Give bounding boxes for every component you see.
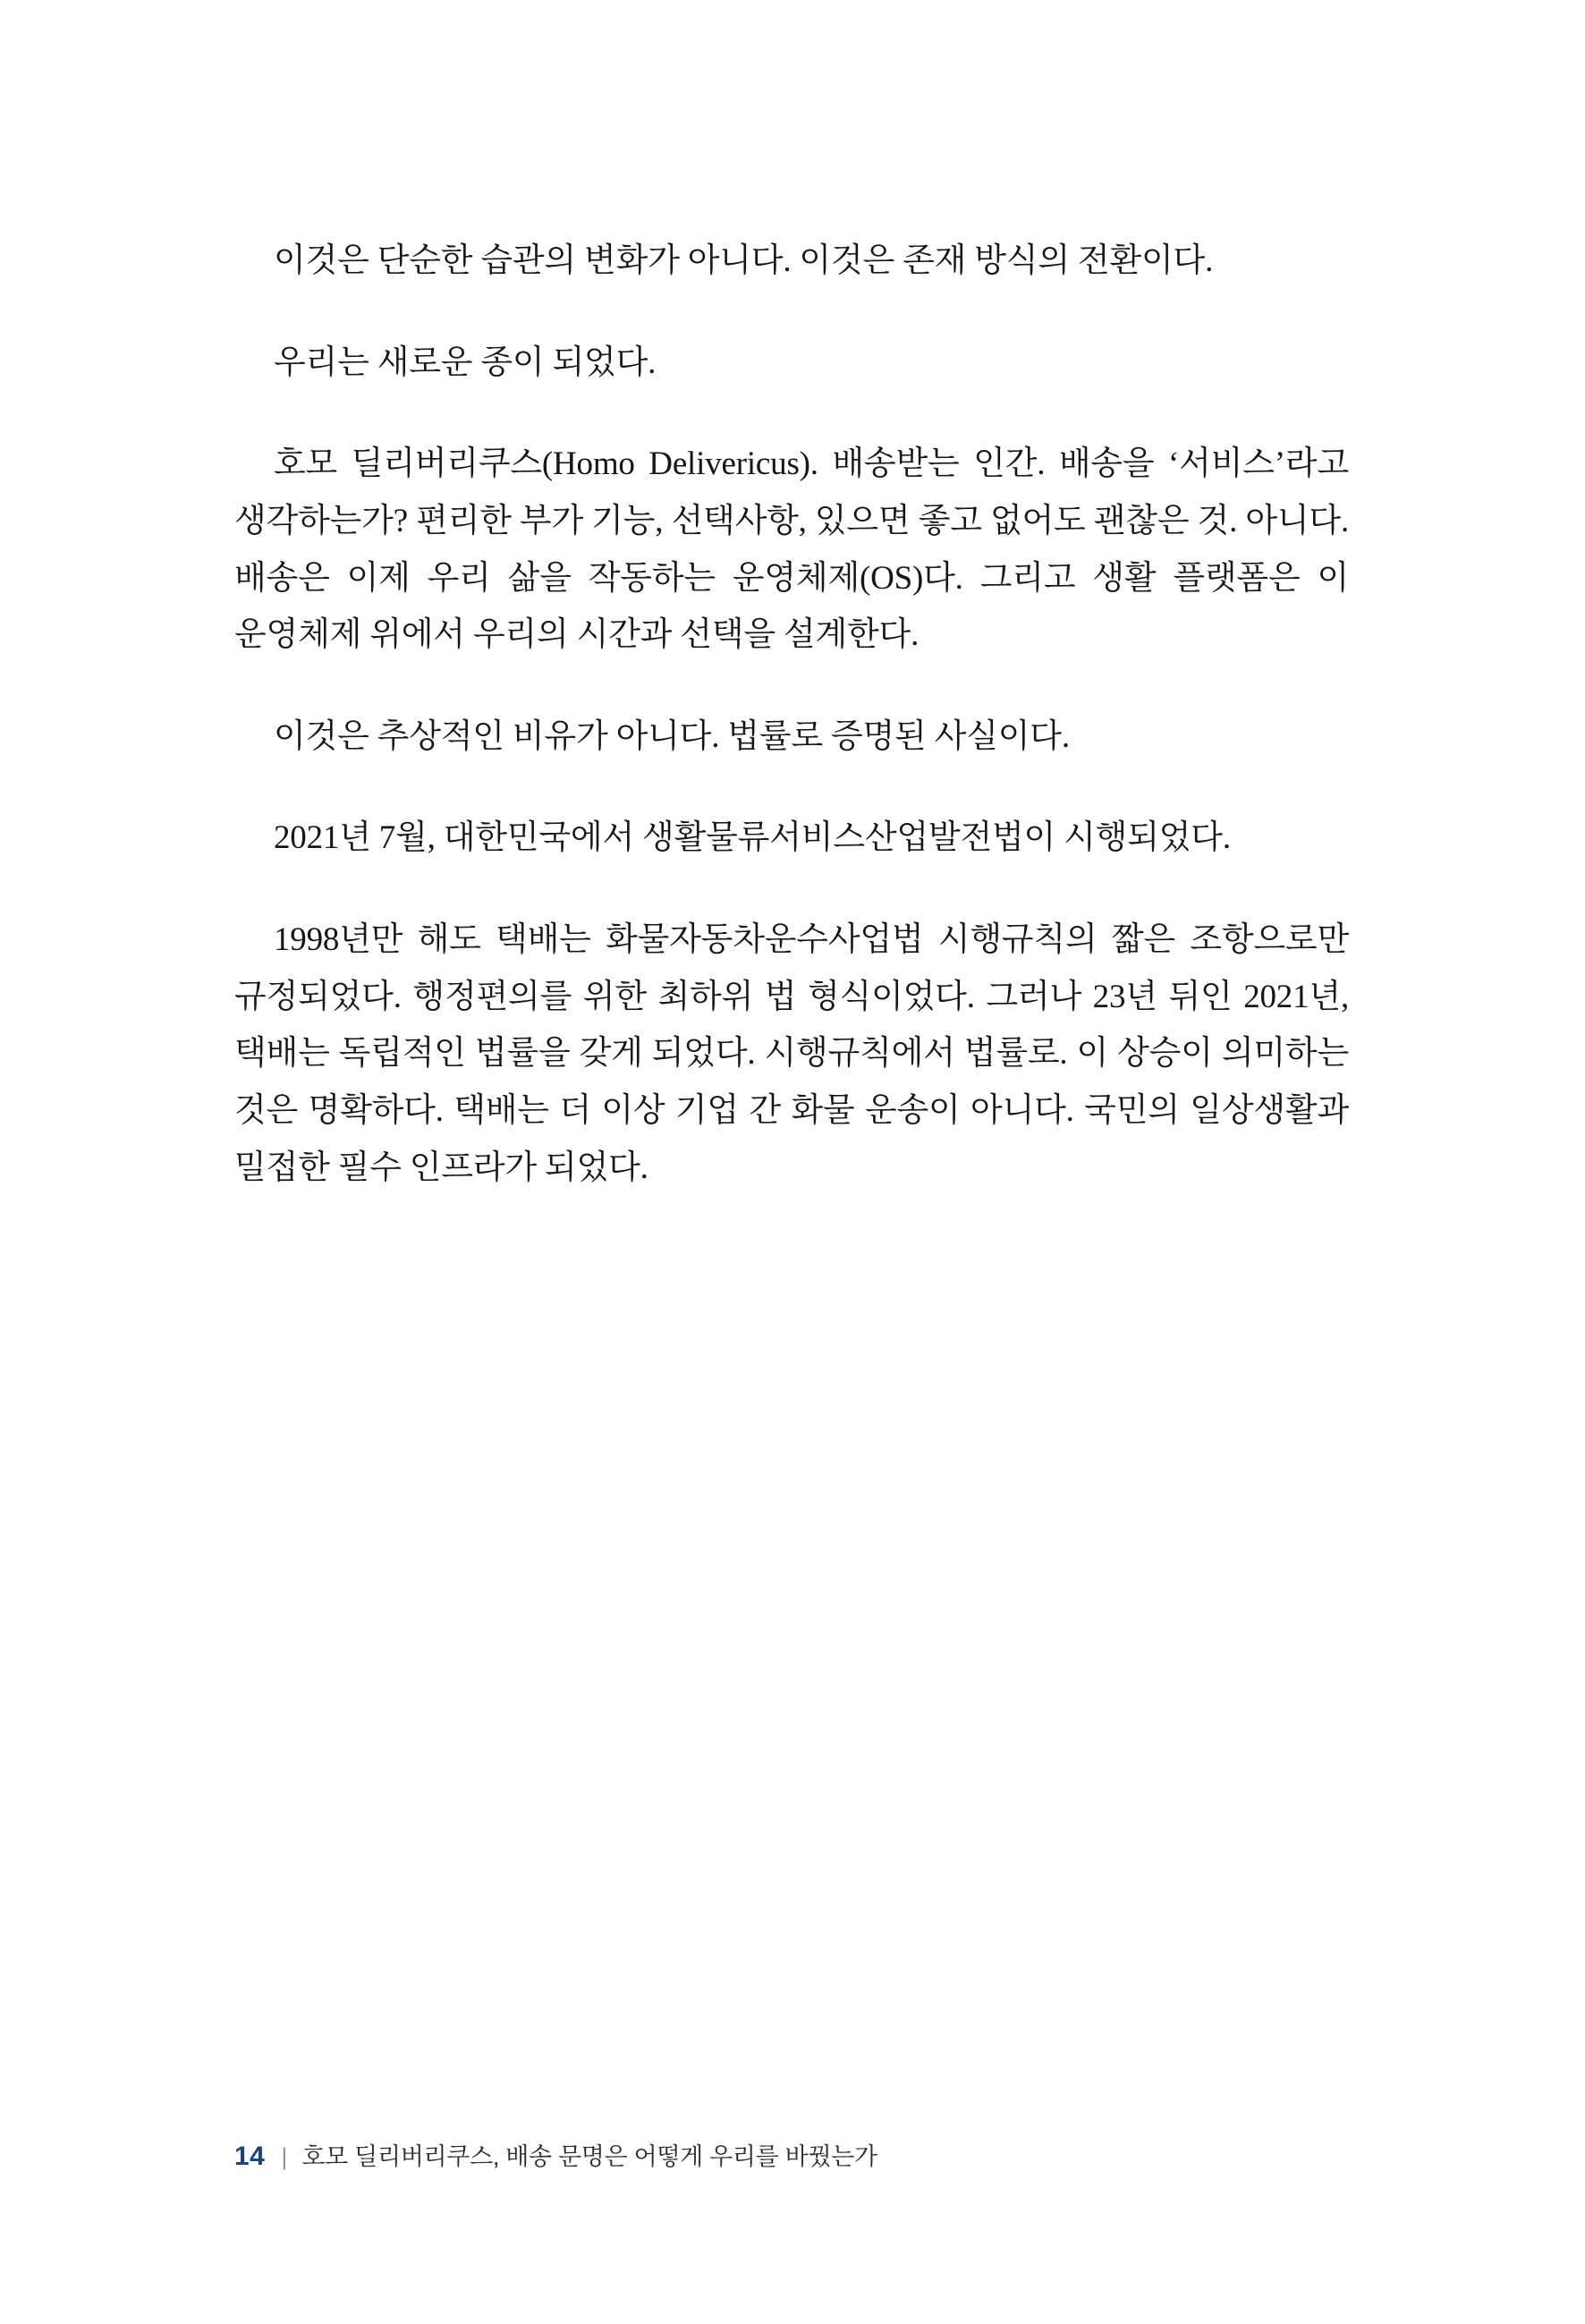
paragraph: 호모 딜리버리쿠스(Homo Delivericus). 배송받는 인간. 배송을 ‘서비스’라고 생각하는가? 편리한 부가 기능, 선택사항, 있으면 좋고 없어도 괜찮은 것. 아니다. 배송은 이제 우리 삶을 작동하는 운영체제(OS)다. 그리고 생활 플랫폼은 이 운영체제 위에서 우리의 시간과 선택을 설계한다. [234, 445, 1349, 654]
page-body [234, 233, 1349, 1196]
paragraph: 1998년만 해도 택배는 화물자동차운수사업법 시행규칙의 짧은 조항으로만 규정되었다. 행정편의를 위한 최하위 법 형식이었다. 그러나 23년 뒤인 2021년, 택배는 독립적인 법률을 갖게 되었다. 시행규칙에서 법률로. 이 상승이 의미하는 것은 명확하다. 택배는 더 이상 기업 간 화물 운송이 아니다. 국민의 일상생활과 밀접한 필수 인프라가 되었다. [234, 921, 1349, 1186]
footer-separator: | [281, 2143, 288, 2170]
footer-title: 호모 딜리버리쿠스, 배송 문명은 어떻게 우리를 바꿨는가 [301, 2143, 877, 2170]
page-number: 14 [234, 2142, 266, 2171]
paragraph: 우리는 새로운 종이 되었다. [274, 344, 657, 381]
page-footer [234, 2137, 1349, 2172]
paragraph: 이것은 추상적인 비유가 아니다. 법률로 증명된 사실이다. [274, 717, 1070, 755]
paragraph: 이것은 단순한 습관의 변화가 아니다. 이것은 존재 방식의 전환이다. [274, 242, 1214, 279]
paragraph: 2021년 7월, 대한민국에서 생활물류서비스산업발전법이 시행되었다. [274, 819, 1231, 857]
